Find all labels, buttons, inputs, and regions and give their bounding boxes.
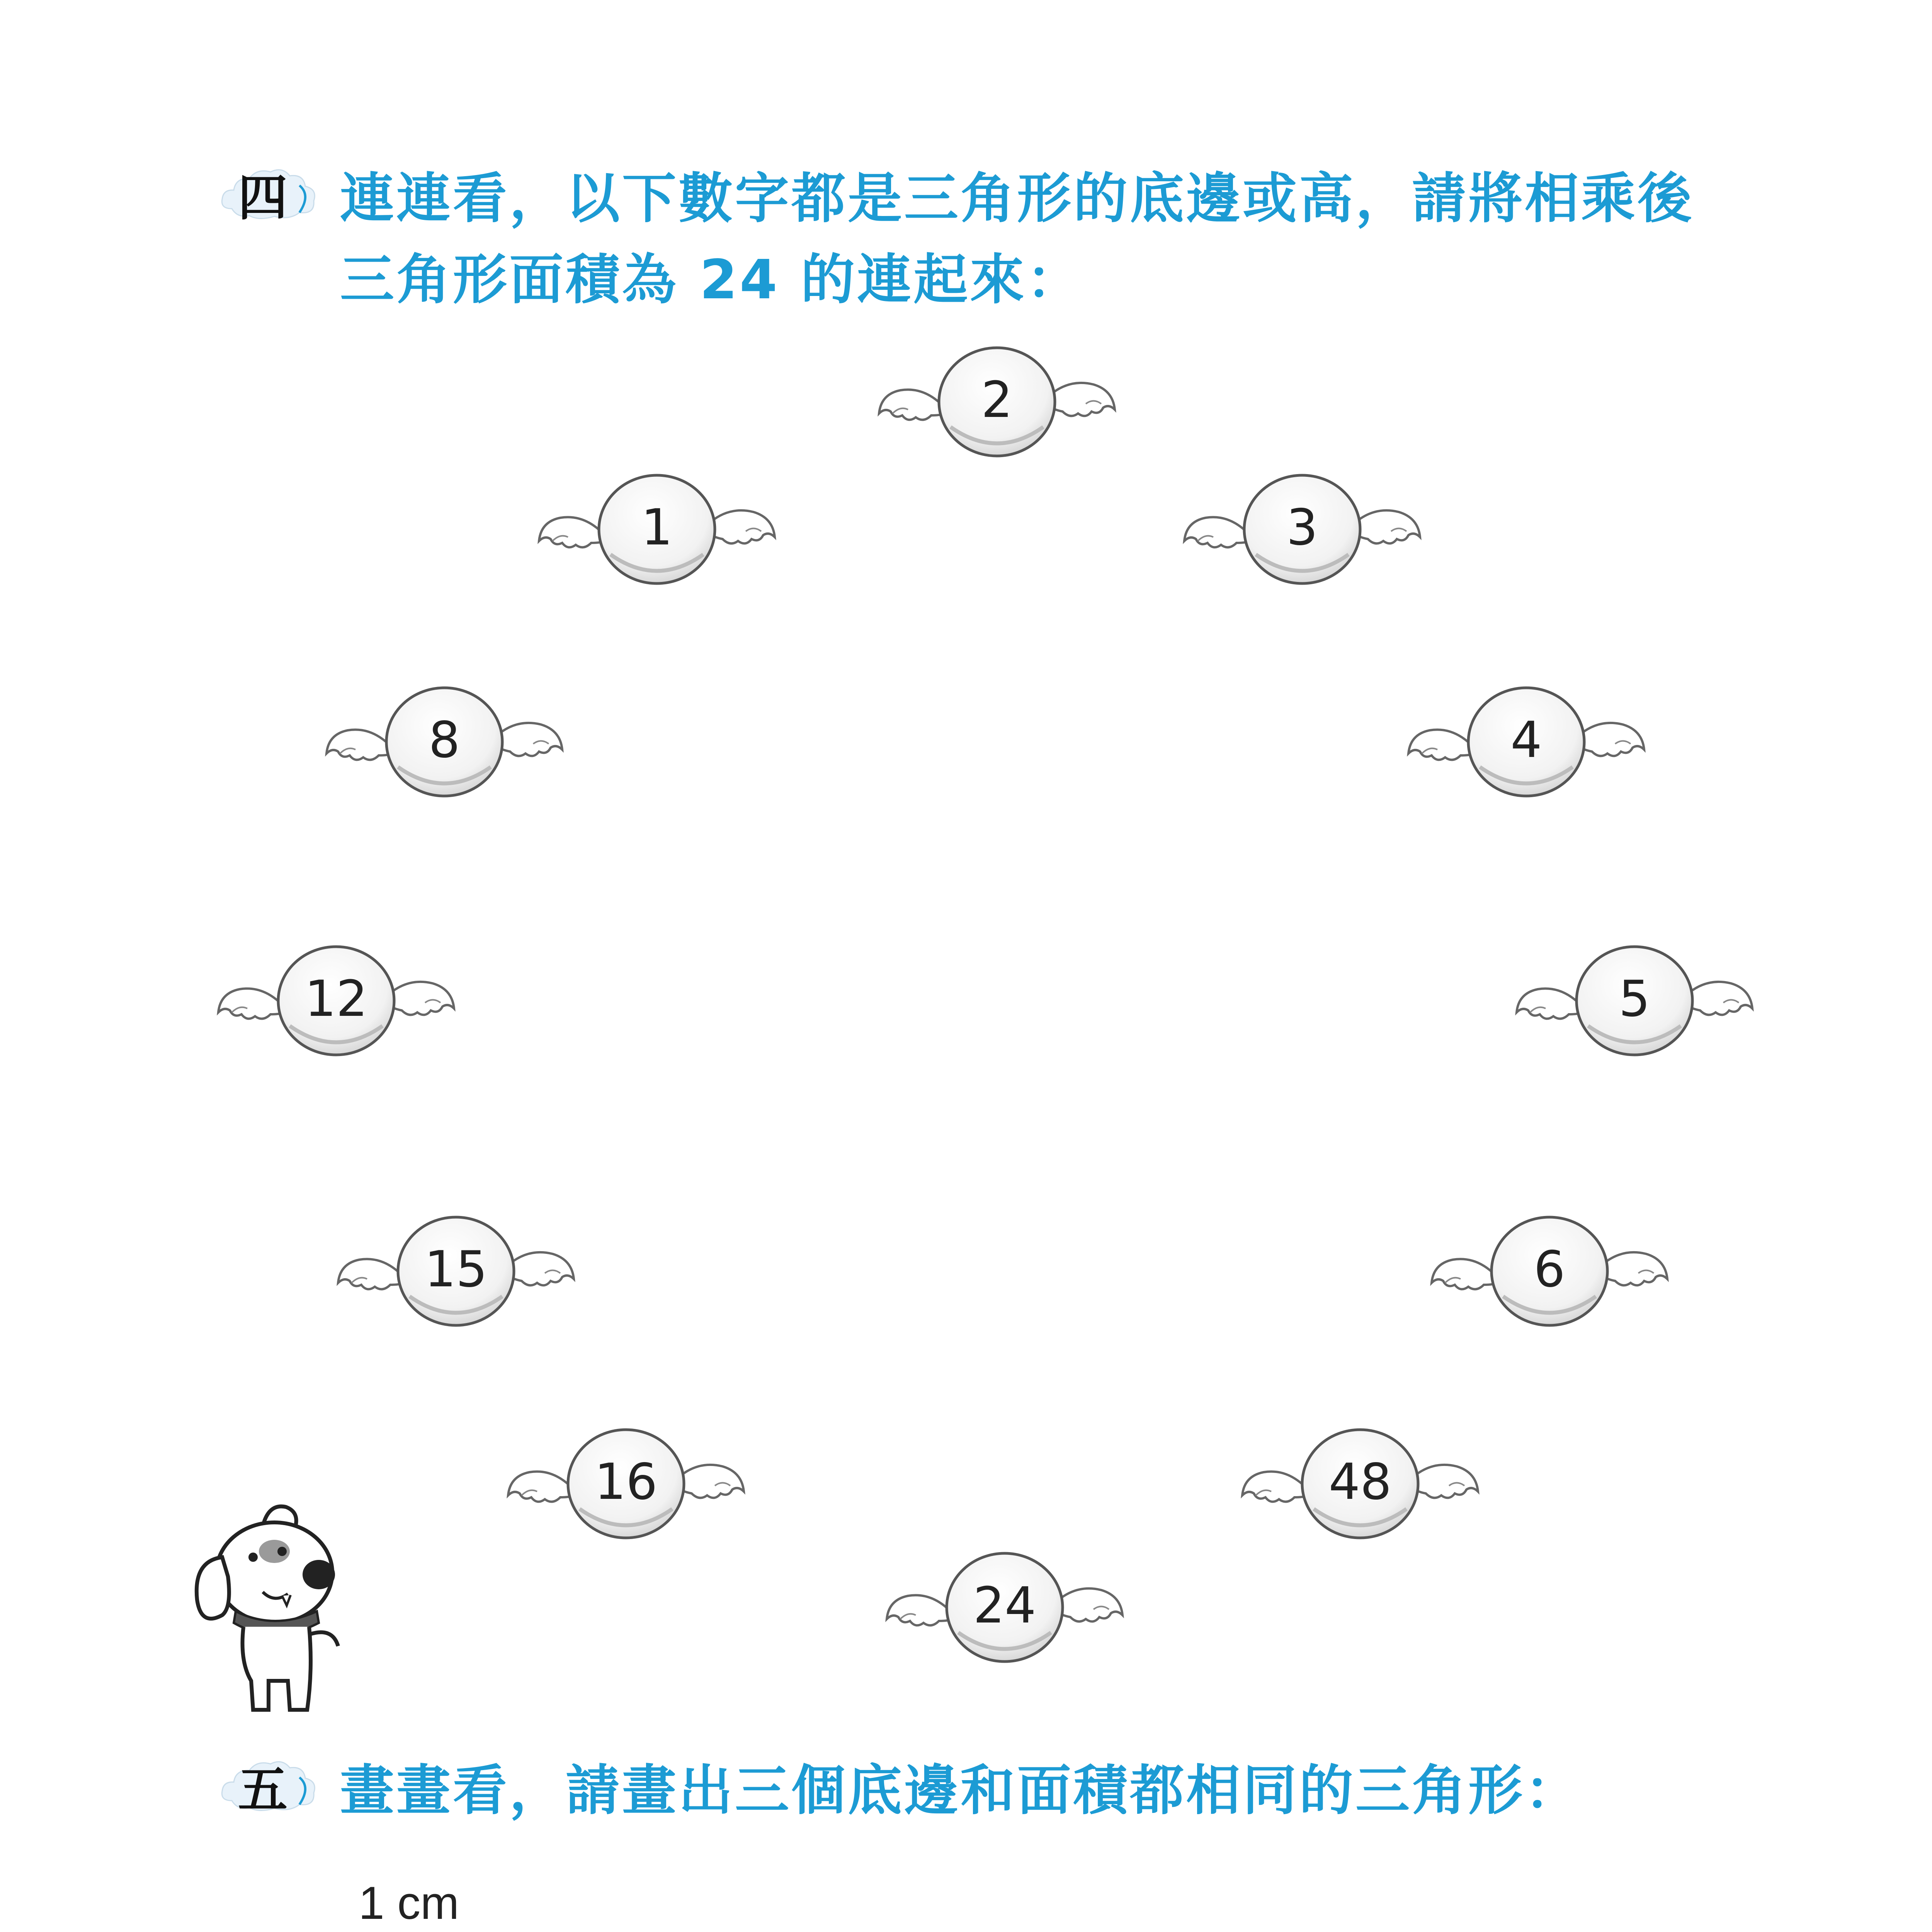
unit-label-top: 1 cm — [359, 1877, 459, 1929]
number-ball-label: 2 — [981, 371, 1013, 429]
number-ball-label: 24 — [973, 1577, 1036, 1634]
number-ball[interactable] — [1430, 1206, 1669, 1333]
number-ball-label: 48 — [1328, 1453, 1392, 1511]
section-5-number: 五 — [238, 1761, 287, 1819]
number-ball-label: 16 — [594, 1453, 658, 1511]
number-ball[interactable] — [885, 1542, 1124, 1669]
section-4-question-line-2: 三角形面積為 24 的連起來： — [340, 248, 1083, 311]
section-4-number: 四 — [238, 169, 287, 227]
section-4-question-line-1: 連連看，以下數字都是三角形的底邊或高，請將相乘後 — [340, 167, 1694, 230]
number-ball[interactable] — [325, 676, 564, 804]
number-ball[interactable] — [1240, 1418, 1480, 1546]
puppy-mascot-icon — [185, 1499, 355, 1716]
number-ball[interactable] — [537, 464, 777, 591]
number-ball-label: 3 — [1286, 498, 1318, 556]
number-ball[interactable] — [1515, 935, 1754, 1063]
number-ball-label: 1 — [641, 498, 673, 556]
number-ball[interactable] — [336, 1206, 576, 1333]
number-ball-label: 8 — [429, 711, 460, 769]
section-4-badge — [216, 162, 321, 228]
number-ball-label: 4 — [1510, 711, 1542, 769]
number-ball[interactable] — [1406, 676, 1646, 804]
number-ball[interactable] — [877, 336, 1117, 464]
section-5-question-line-1: 畫畫看，請畫出三個底邊和面積都相同的三角形： — [340, 1759, 1582, 1822]
number-ball-label: 5 — [1619, 970, 1650, 1028]
number-ball[interactable] — [506, 1418, 746, 1546]
number-ball-label: 12 — [304, 970, 368, 1028]
top-brace-icon — [355, 1930, 455, 1932]
number-ball[interactable] — [1182, 464, 1422, 591]
number-ball-label: 6 — [1534, 1240, 1565, 1298]
number-ball-label: 15 — [424, 1240, 488, 1298]
section-5-badge — [216, 1754, 321, 1820]
number-ball[interactable] — [216, 935, 456, 1063]
